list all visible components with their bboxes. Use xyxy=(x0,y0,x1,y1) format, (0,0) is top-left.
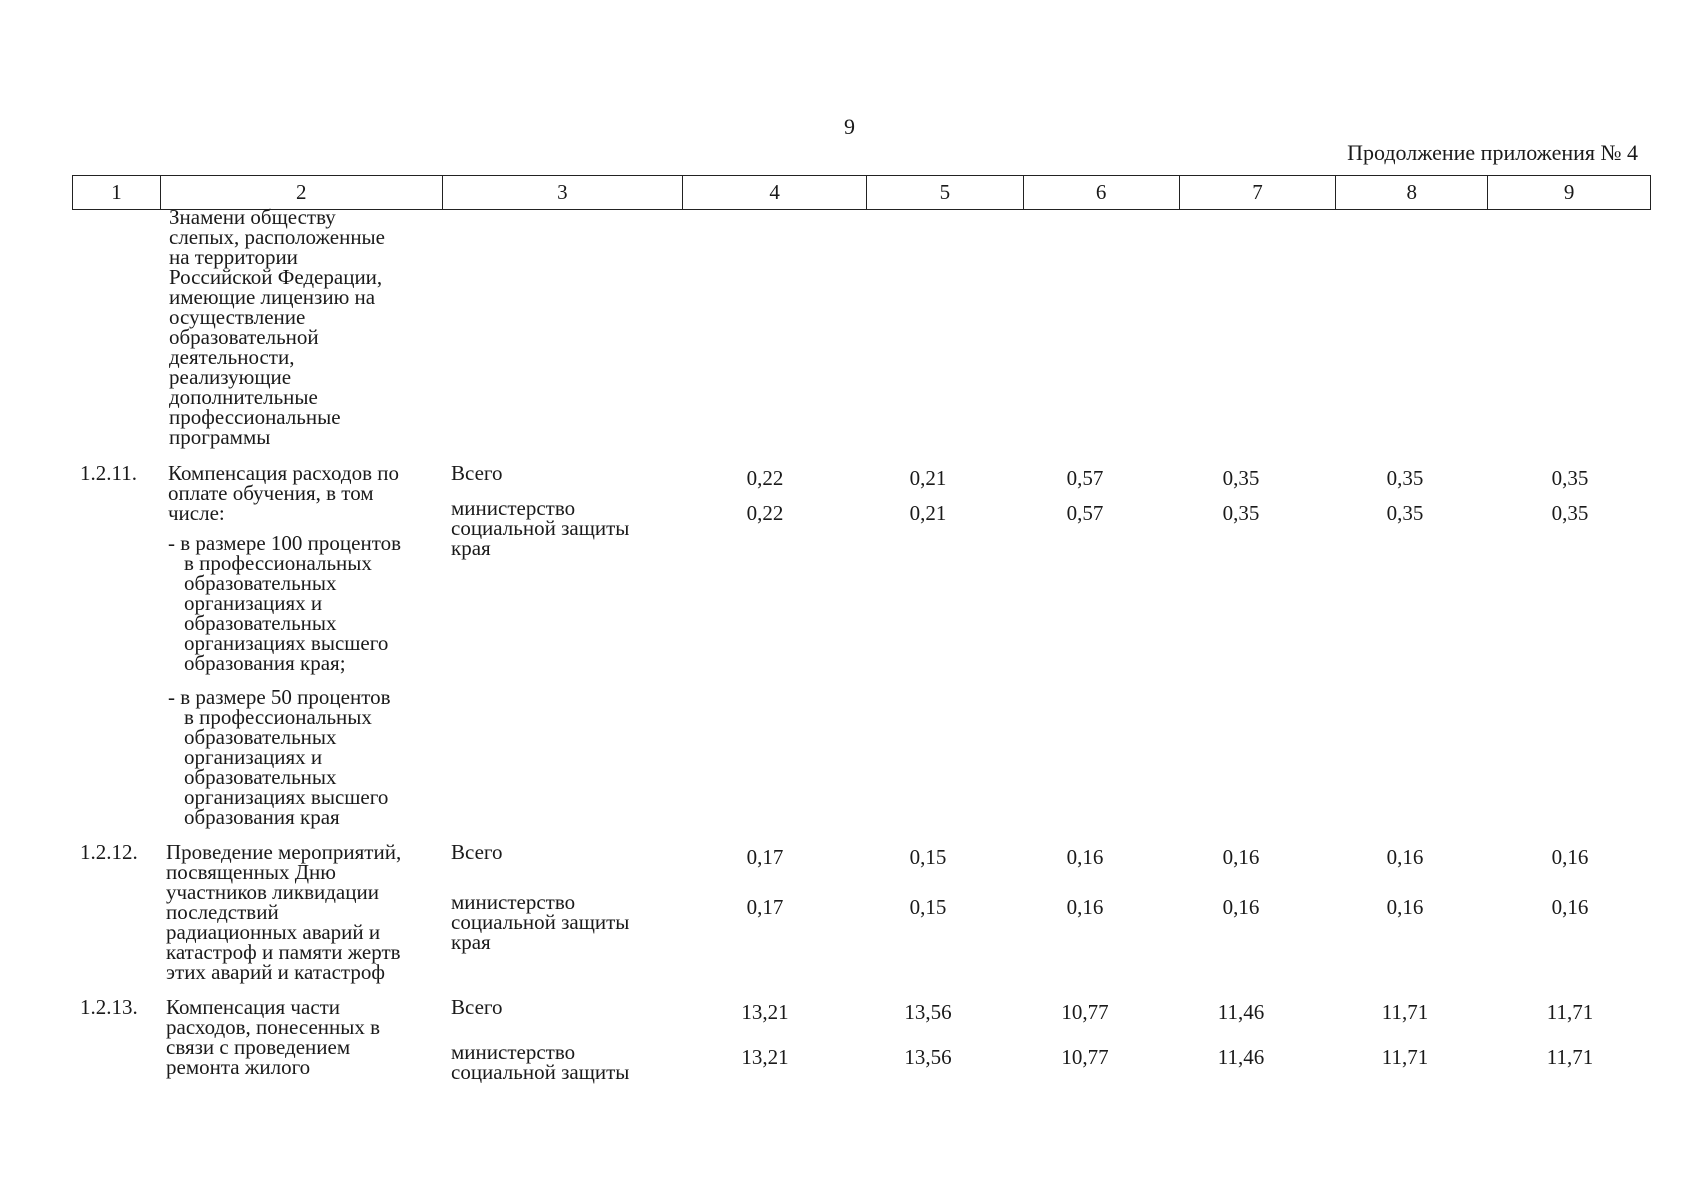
value-col-7: 0,35 xyxy=(1222,501,1260,525)
value-col-5: 0,21 xyxy=(909,501,947,525)
header-col-2: 2 xyxy=(161,176,443,209)
value-col-8: 0,16 xyxy=(1386,895,1424,919)
executor: министерство социальной защиты края xyxy=(451,890,630,954)
value-col-9: 0,35 xyxy=(1551,466,1589,490)
value-col-9: 0,35 xyxy=(1551,501,1589,525)
value-col-4: 13,21 xyxy=(741,1000,789,1024)
value-col-8: 0,16 xyxy=(1386,845,1424,869)
value-col-6: 0,57 xyxy=(1066,466,1104,490)
total-label: Всего xyxy=(451,461,503,485)
appendix-note: Продолжение приложения № 4 xyxy=(1347,140,1638,165)
header-col-4: 4 xyxy=(683,176,867,209)
page-number: 9 xyxy=(844,114,855,139)
row-number: 1.2.12. xyxy=(80,840,138,864)
continuation-text: Знамени обществу слепых, расположенные на территории Российской Федерации, имеющие лицензию на осуществление образовательной деятельности, реализующие дополнительные профессиональные программы xyxy=(169,205,385,449)
value-col-7: 11,46 xyxy=(1217,1045,1265,1069)
row-sub-item: - в размере 50 процентов в профессиональных образовательных организациях и образовательных организациях высшего образования края xyxy=(168,685,391,829)
value-col-7: 0,16 xyxy=(1222,895,1260,919)
row-name: Компенсация части расходов, понесенных в связи с проведением ремонта жилого xyxy=(166,995,381,1079)
total-label: Всего xyxy=(451,840,503,864)
header-col-1: 1 xyxy=(73,176,161,209)
value-col-7: 11,46 xyxy=(1217,1000,1265,1024)
value-col-9: 0,16 xyxy=(1551,845,1589,869)
value-col-4: 13,21 xyxy=(741,1045,789,1069)
row-name: Компенсация расходов по оплате обучения, в том числе: xyxy=(168,461,399,525)
header-col-7: 7 xyxy=(1180,176,1337,209)
value-col-5: 0,21 xyxy=(909,466,947,490)
row-number: 1.2.11. xyxy=(80,461,137,485)
value-col-6: 0,57 xyxy=(1066,501,1104,525)
value-col-4: 0,22 xyxy=(746,466,784,490)
value-col-6: 0,16 xyxy=(1066,895,1104,919)
value-col-5: 13,56 xyxy=(904,1045,952,1069)
value-col-5: 13,56 xyxy=(904,1000,952,1024)
value-col-6: 10,77 xyxy=(1061,1000,1109,1024)
value-col-9: 0,16 xyxy=(1551,895,1589,919)
value-col-5: 0,15 xyxy=(909,895,947,919)
total-label: Всего xyxy=(451,995,503,1019)
value-col-7: 0,16 xyxy=(1222,845,1260,869)
header-col-8: 8 xyxy=(1336,176,1488,209)
executor: министерство социальной защиты края xyxy=(451,496,630,560)
row-number: 1.2.13. xyxy=(80,995,138,1019)
value-col-7: 0,35 xyxy=(1222,466,1260,490)
value-col-8: 0,35 xyxy=(1386,501,1424,525)
value-col-8: 11,71 xyxy=(1381,1000,1429,1024)
header-col-9: 9 xyxy=(1563,180,1575,204)
value-col-8: 11,71 xyxy=(1381,1045,1429,1069)
executor: министерство социальной защиты xyxy=(451,1040,630,1084)
value-col-4: 0,17 xyxy=(746,845,784,869)
value-col-6: 0,16 xyxy=(1066,845,1104,869)
value-col-9: 11,71 xyxy=(1546,1000,1594,1024)
value-col-8: 0,35 xyxy=(1386,466,1424,490)
value-col-5: 0,15 xyxy=(909,845,947,869)
row-sub-item: - в размере 100 процентов в профессиональных образовательных организациях и образовательных организациях высшего образования края; xyxy=(168,531,402,675)
value-col-9: 11,71 xyxy=(1546,1045,1594,1069)
value-col-6: 10,77 xyxy=(1061,1045,1109,1069)
header-col-5: 5 xyxy=(867,176,1024,209)
header-col-3: 3 xyxy=(443,176,684,209)
header-col-6: 6 xyxy=(1024,176,1180,209)
value-col-4: 0,17 xyxy=(746,895,784,919)
row-name: Проведение мероприятий, посвященных Дню участников ликвидации последствий радиационных аварий и катастроф и памяти жертв этих аварий и катастроф xyxy=(166,840,402,984)
value-col-4: 0,22 xyxy=(746,501,784,525)
